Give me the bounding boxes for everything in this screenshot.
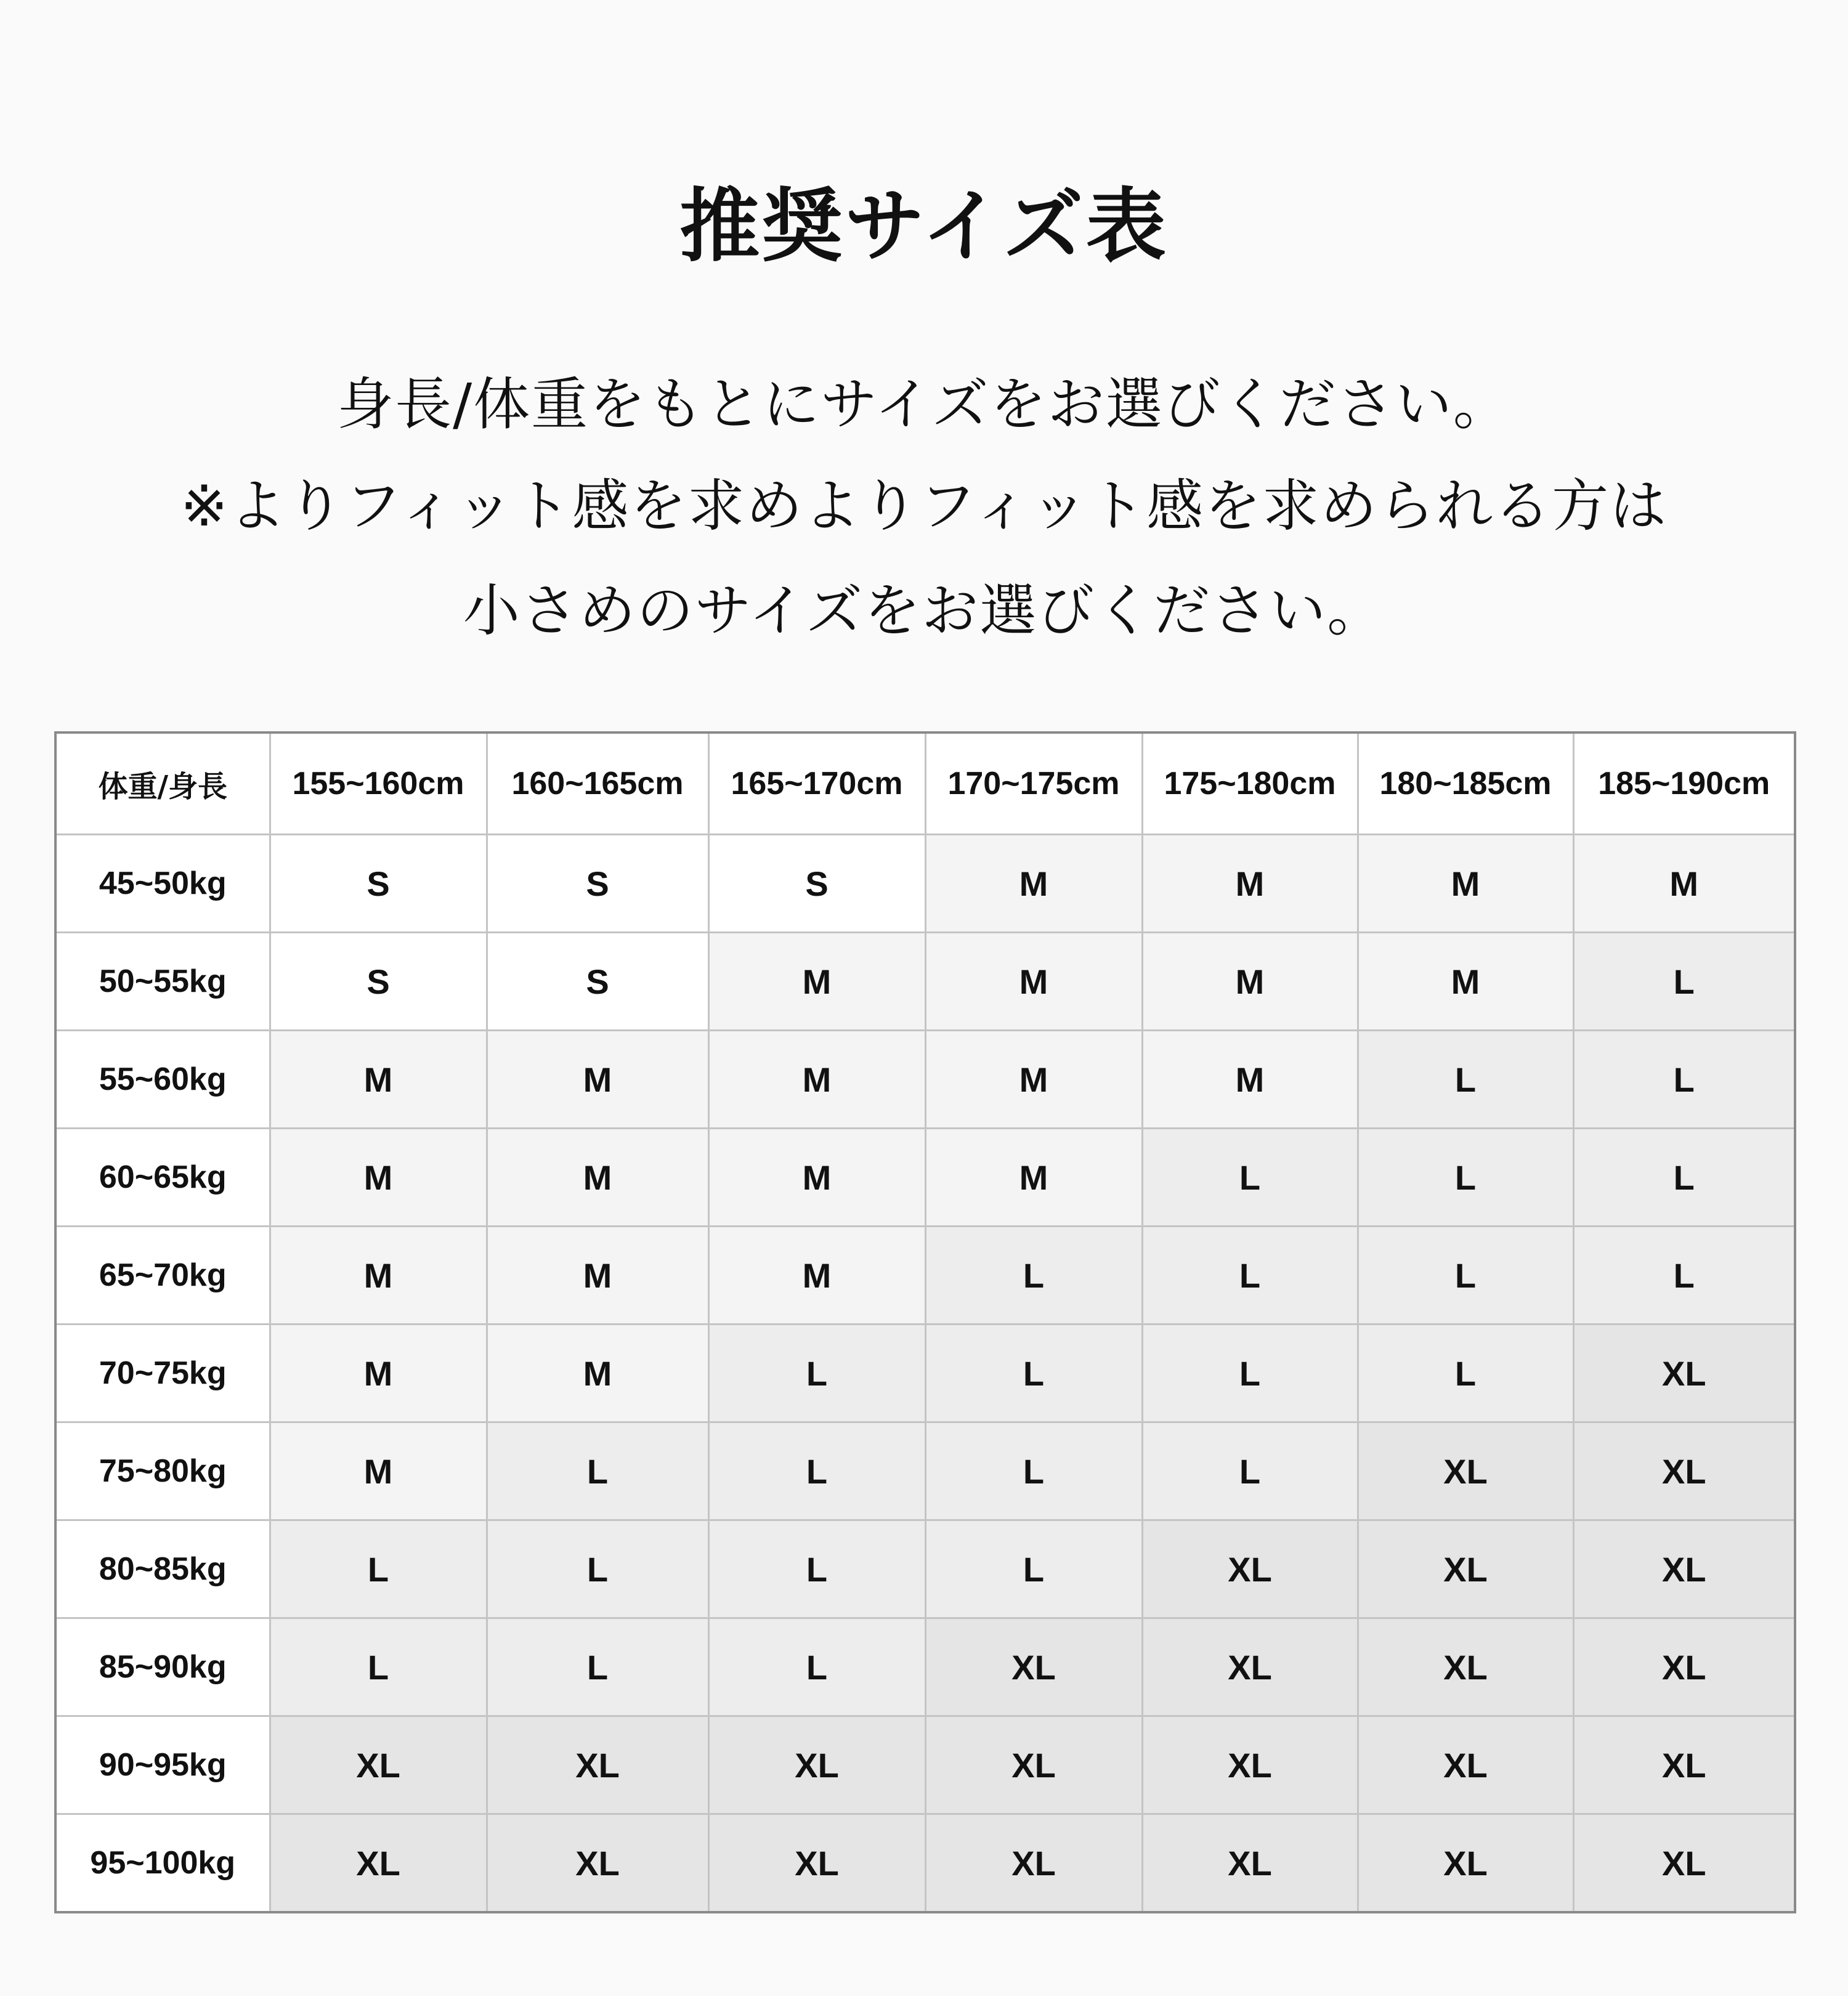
size-cell: XL: [1573, 1422, 1795, 1520]
weight-row-header: 75~80kg: [55, 1422, 270, 1520]
size-cell: XL: [1358, 1814, 1573, 1913]
size-cell: L: [487, 1618, 708, 1716]
height-column-header: 175~180cm: [1142, 732, 1358, 835]
size-cell: M: [708, 1129, 925, 1227]
size-cell: XL: [1573, 1520, 1795, 1618]
size-cell: M: [708, 1031, 925, 1129]
weight-row-header: 60~65kg: [55, 1129, 270, 1227]
size-cell: L: [708, 1325, 925, 1422]
size-cell: M: [270, 1031, 487, 1129]
size-cell: M: [925, 1031, 1142, 1129]
size-cell: L: [708, 1618, 925, 1716]
size-cell: M: [708, 1227, 925, 1325]
size-cell: XL: [1573, 1814, 1795, 1913]
size-cell: XL: [1573, 1618, 1795, 1716]
size-cell: M: [270, 1129, 487, 1227]
size-cell: M: [1573, 835, 1795, 933]
table-row: [55, 1814, 1795, 1913]
size-cell: XL: [487, 1716, 708, 1814]
size-cell: L: [1358, 1325, 1573, 1422]
size-cell: L: [925, 1325, 1142, 1422]
table-row: [55, 1227, 1795, 1325]
size-cell: M: [925, 1129, 1142, 1227]
weight-row-header: 65~70kg: [55, 1227, 270, 1325]
size-cell: XL: [1358, 1716, 1573, 1814]
height-column-header: 165~170cm: [708, 732, 925, 835]
size-cell: L: [1573, 1227, 1795, 1325]
size-cell: L: [1573, 933, 1795, 1031]
table-body: [55, 835, 1795, 1913]
table-row: [55, 1325, 1795, 1422]
size-cell: M: [1142, 835, 1358, 933]
size-cell: M: [270, 1325, 487, 1422]
size-cell: M: [487, 1227, 708, 1325]
height-column-header: 170~175cm: [925, 732, 1142, 835]
size-cell: L: [1142, 1227, 1358, 1325]
size-cell: M: [708, 933, 925, 1031]
size-cell: S: [487, 835, 708, 933]
size-cell: L: [1358, 1227, 1573, 1325]
size-cell: L: [1142, 1422, 1358, 1520]
size-cell: L: [925, 1520, 1142, 1618]
size-cell: XL: [925, 1618, 1142, 1716]
size-cell: M: [925, 933, 1142, 1031]
size-cell: XL: [1358, 1422, 1573, 1520]
size-cell: M: [1142, 1031, 1358, 1129]
size-cell: L: [708, 1422, 925, 1520]
weight-row-header: 80~85kg: [55, 1520, 270, 1618]
size-cell: XL: [708, 1814, 925, 1913]
header-row: [55, 732, 1795, 835]
corner-header-weight-height: 体重/身長: [55, 732, 270, 835]
weight-row-header: 85~90kg: [55, 1618, 270, 1716]
size-cell: M: [487, 1031, 708, 1129]
table-row: [55, 1618, 1795, 1716]
size-cell: L: [1573, 1129, 1795, 1227]
size-cell: L: [1142, 1129, 1358, 1227]
size-cell: XL: [1142, 1520, 1358, 1618]
weight-row-header: 70~75kg: [55, 1325, 270, 1422]
weight-row-header: 55~60kg: [55, 1031, 270, 1129]
size-cell: S: [708, 835, 925, 933]
size-cell: L: [1142, 1325, 1358, 1422]
size-cell: XL: [1573, 1716, 1795, 1814]
size-cell: M: [1358, 933, 1573, 1031]
size-cell: XL: [1358, 1520, 1573, 1618]
height-column-header: 155~160cm: [270, 732, 487, 835]
size-cell: XL: [1358, 1618, 1573, 1716]
size-cell: M: [270, 1227, 487, 1325]
size-cell: L: [270, 1520, 487, 1618]
table-row: [55, 835, 1795, 933]
table-row: [55, 1716, 1795, 1814]
size-chart-table: [54, 731, 1796, 1913]
size-cell: S: [487, 933, 708, 1031]
size-cell: L: [708, 1520, 925, 1618]
table-row: [55, 933, 1795, 1031]
size-cell: M: [487, 1129, 708, 1227]
size-cell: L: [487, 1422, 708, 1520]
weight-row-header: 45~50kg: [55, 835, 270, 933]
size-cell: L: [925, 1422, 1142, 1520]
size-cell: XL: [1573, 1325, 1795, 1422]
weight-row-header: 90~95kg: [55, 1716, 270, 1814]
table-row: [55, 1129, 1795, 1227]
size-cell: M: [270, 1422, 487, 1520]
size-cell: XL: [1142, 1716, 1358, 1814]
size-cell: S: [270, 933, 487, 1031]
height-column-header: 185~190cm: [1573, 732, 1795, 835]
instruction-line-1: 身長/体重をもとにサイズをお選びください。: [337, 371, 1511, 437]
size-cell: XL: [925, 1814, 1142, 1913]
size-cell: M: [925, 835, 1142, 933]
height-column-header: 180~185cm: [1358, 732, 1573, 835]
table-row: [55, 1520, 1795, 1618]
size-cell: M: [1358, 835, 1573, 933]
size-cell: L: [1358, 1031, 1573, 1129]
size-cell: XL: [1142, 1814, 1358, 1913]
size-cell: XL: [708, 1716, 925, 1814]
size-cell: XL: [1142, 1618, 1358, 1716]
size-cell: L: [925, 1227, 1142, 1325]
size-cell: XL: [270, 1814, 487, 1913]
height-column-header: 160~165cm: [487, 732, 708, 835]
size-cell: S: [270, 835, 487, 933]
size-cell: L: [487, 1520, 708, 1618]
size-cell: XL: [270, 1716, 487, 1814]
size-cell: M: [487, 1325, 708, 1422]
instruction-line-3: 小さめのサイズをお選びください。: [463, 578, 1385, 644]
size-cell: M: [1142, 933, 1358, 1031]
instruction-line-2: ※よりフィット感を求めよりフィット感を求められる方は: [180, 473, 1668, 539]
size-cell: XL: [925, 1716, 1142, 1814]
size-cell: XL: [487, 1814, 708, 1913]
page-title: 推奨サイズ表: [679, 179, 1169, 274]
weight-row-header: 95~100kg: [55, 1814, 270, 1913]
size-cell: L: [270, 1618, 487, 1716]
size-cell: L: [1573, 1031, 1795, 1129]
table-row: [55, 1031, 1795, 1129]
table-row: [55, 1422, 1795, 1520]
weight-row-header: 50~55kg: [55, 933, 270, 1031]
size-cell: L: [1358, 1129, 1573, 1227]
